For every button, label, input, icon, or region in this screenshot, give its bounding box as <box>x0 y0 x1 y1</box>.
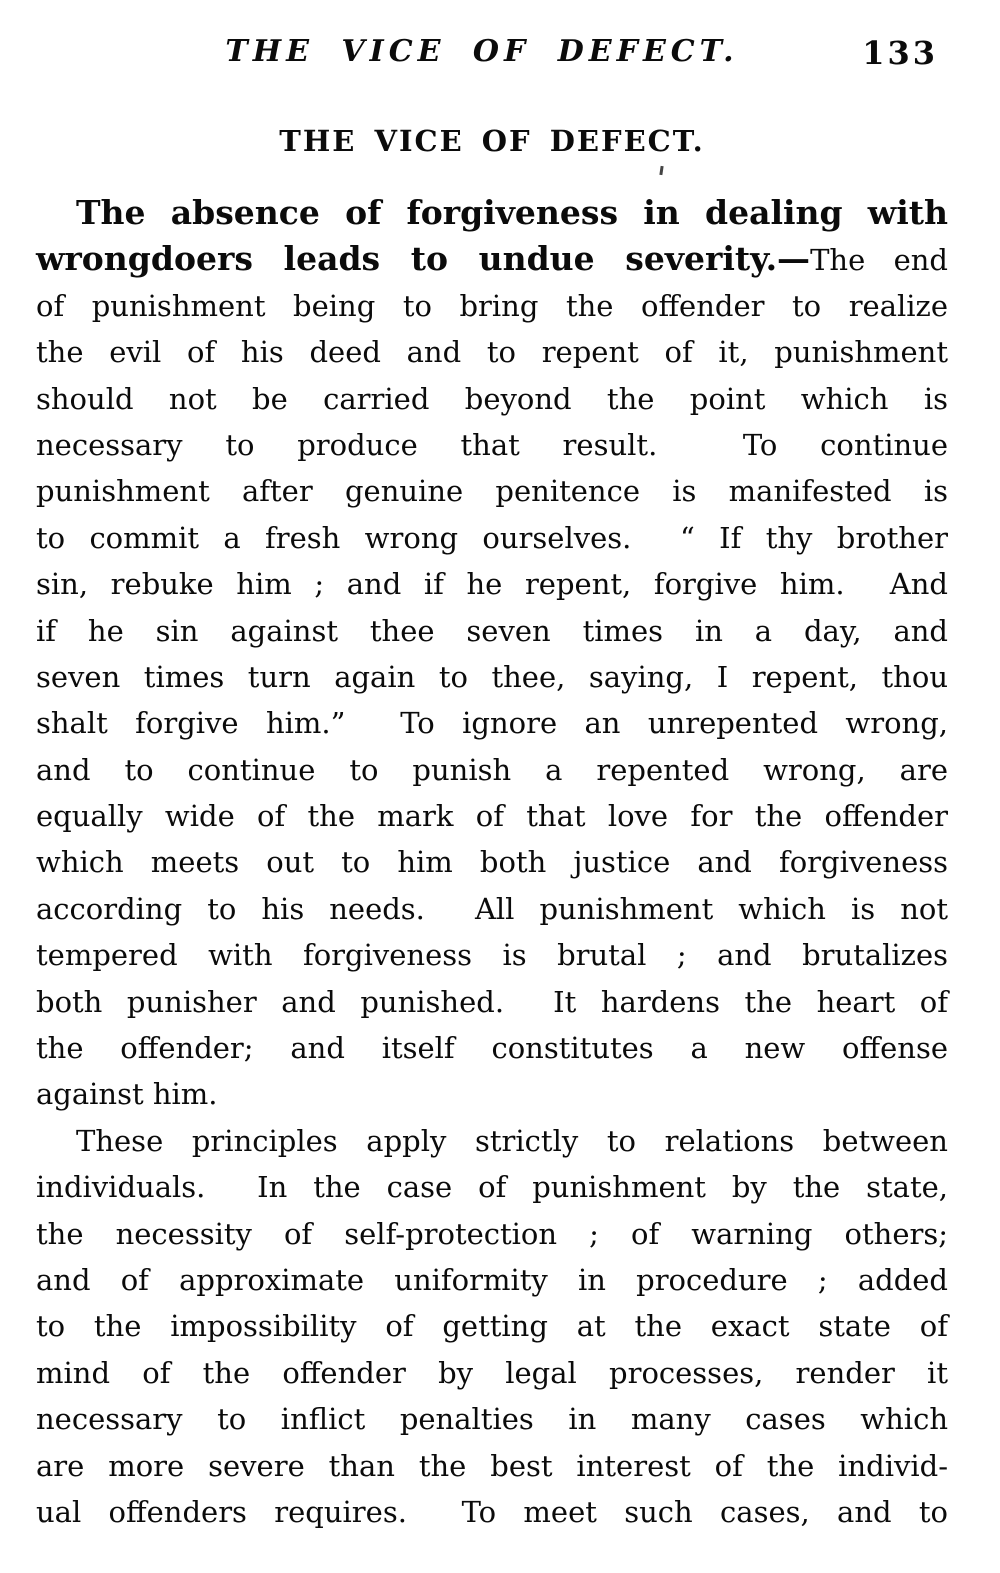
text-line <box>36 654 948 700</box>
text-segment: equally wide of the mark of that love for the offender <box>36 799 948 834</box>
text-line <box>36 190 948 236</box>
text-line <box>36 376 948 422</box>
page-header <box>0 34 1000 78</box>
text-segment: seven times turn again to thee, saying, I repent, thou <box>36 659 948 694</box>
text-line <box>36 1443 948 1489</box>
text-line <box>36 1303 948 1349</box>
text-line <box>36 1025 948 1071</box>
text-segment: if he sin against thee seven times in a day, and <box>36 613 948 648</box>
text-line <box>36 1396 948 1442</box>
text-line <box>36 422 948 468</box>
body-text <box>36 190 948 1535</box>
text-segment: to the impossibility of getting at the exact state of <box>36 1309 948 1344</box>
text-segment: of punishment being to bring the offender to realize <box>36 288 948 323</box>
text-segment: are more severe than the best interest of the individ- <box>36 1448 948 1483</box>
text-line <box>36 1211 948 1257</box>
text-line <box>36 1164 948 1210</box>
text-line <box>36 700 948 746</box>
text-line <box>36 608 948 654</box>
text-segment: mind of the offender by legal processes, render it <box>36 1355 948 1390</box>
text-segment: necessary to produce that result. To continue <box>36 427 948 462</box>
text-segment: which meets out to him both justice and forgiveness <box>36 845 948 880</box>
page-number: 133 <box>862 34 938 72</box>
text-segment: to commit a fresh wrong ourselves. “ If thy brother <box>36 520 948 555</box>
text-line <box>36 561 948 607</box>
text-line <box>36 932 948 978</box>
text-segment: The absence of forgiveness in dealing with <box>76 193 948 232</box>
text-line <box>36 329 948 375</box>
scan-artifact <box>659 166 663 175</box>
text-segment: These principles apply strictly to relations between <box>76 1123 948 1158</box>
text-line <box>36 979 948 1025</box>
text-segment: individuals. In the case of punishment by the state, <box>36 1170 948 1205</box>
text-segment: against him. <box>36 1077 218 1112</box>
text-segment: should not be carried beyond the point which is <box>36 381 948 416</box>
running-head: THE VICE OF DEFECT. <box>225 34 739 69</box>
text-segment: the offender; and itself constitutes a new offense <box>36 1031 948 1066</box>
text-segment: ual offenders requires. To meet such cases, and to <box>36 1494 948 1529</box>
text-segment: wrongdoers leads to undue severity.— <box>36 239 811 279</box>
text-segment: sin, rebuke him ; and if he repent, forgive him. And <box>36 567 948 602</box>
text-segment: tempered with forgiveness is brutal ; and brutalizes <box>36 938 948 973</box>
text-line <box>36 1071 948 1117</box>
text-line <box>36 793 948 839</box>
text-line <box>36 747 948 793</box>
text-line <box>36 1350 948 1396</box>
text-segment: punishment after genuine penitence is manifested is <box>36 474 948 509</box>
text-line <box>36 1118 948 1164</box>
text-line <box>36 468 948 514</box>
text-line <box>36 1257 948 1303</box>
text-segment: the necessity of self-protection ; of warning others; <box>36 1216 948 1251</box>
text-line <box>36 283 948 329</box>
text-segment: and of approximate uniformity in procedure ; added <box>36 1262 948 1297</box>
text-segment: both punisher and punished. It hardens the heart of <box>36 984 948 1019</box>
text-segment: and to continue to punish a repented wrong, are <box>36 752 948 787</box>
text-line <box>36 886 948 932</box>
text-segment: The end <box>810 243 948 278</box>
text-line <box>36 236 948 282</box>
text-line <box>36 515 948 561</box>
text-segment: necessary to inflict penalties in many cases which <box>36 1402 948 1437</box>
section-title: THE VICE OF DEFECT. <box>279 124 705 158</box>
text-segment: according to his needs. All punishment which is not <box>36 891 948 926</box>
text-line <box>36 1489 948 1535</box>
text-line <box>36 839 948 885</box>
text-segment: the evil of his deed and to repent of it, punishment <box>36 335 948 370</box>
text-segment: shalt forgive him.” To ignore an unrepented wrong, <box>36 706 948 741</box>
